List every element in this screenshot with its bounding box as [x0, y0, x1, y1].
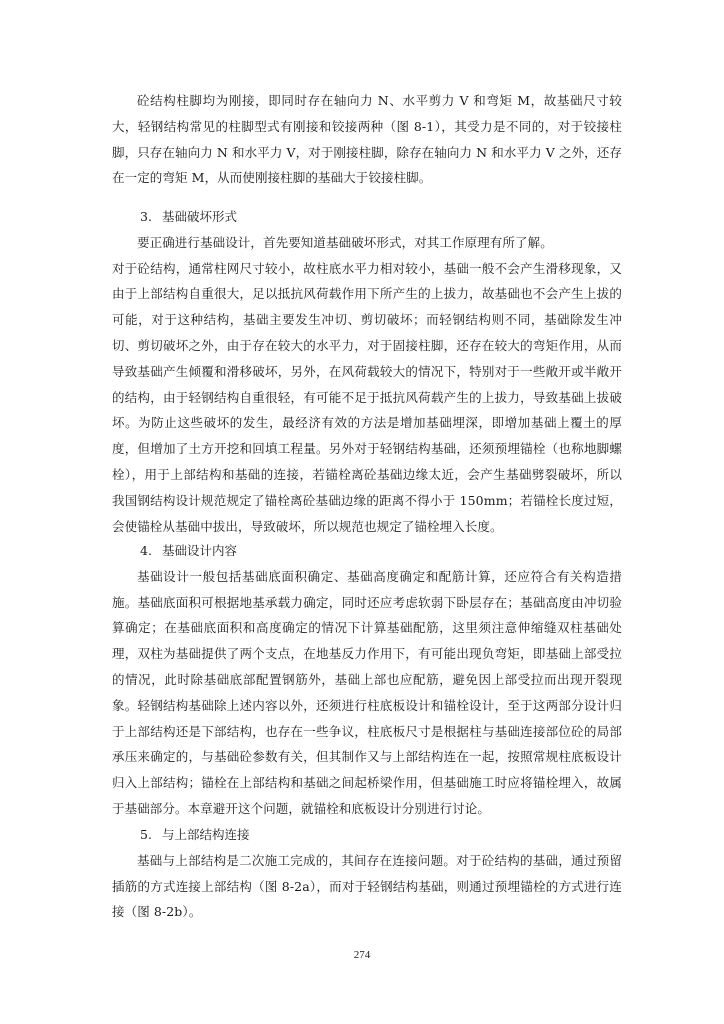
intro-block: [112, 88, 622, 191]
section-3: [112, 204, 622, 539]
section-body-paragraph: 基础设计一般包括基础底面积确定、基础高度确定和配筋计算，还应符合有关构造措施。基础底面积可根据地基承载力确定，同时还应考虑软弱下卧层存在；基础高度由冲切验算确定；在基础底面积和高度确定的情况下计算基础配筋，这里须注意伸缩缝双柱基础处理，双柱为基础提供了两个支点，在地基反力作用下，有可能出现负弯矩，即基础上部受拉的情况，此时除基础底部配置钢筋外，基础上部也应配筋，避免因上部受拉而出现开裂现象。轻钢结构基础除上述内容以外，还须进行柱底板设计和锚栓设计，至于这两部分设计归于上部结构还是下部结构，也存在一些争议，柱底板尺寸是根据柱与基础连接部位砼的局部承压来确定的，与基础砼参数有关，但其制作又与上部结构连在一起，按照常规柱底板设计归入上部结构；锚栓在上部结构和基础之间起桥梁作用，但基础施工时应将锚栓埋入，故属于基础部分。本章避开这个问题，就锚栓和底板设计分别进行讨论。: [112, 568, 622, 816]
section-number: 3.: [140, 209, 152, 224]
section-heading: [112, 538, 622, 564]
section-lead-paragraph: 要正确进行基础设计，首先要知道基础破坏形式，对其工作原理有所了解。: [137, 234, 553, 250]
section-body-paragraph: 基础与上部结构是二次施工完成的，其间存在连接问题。对于砼结构的基础，通过预留插筋的方式连接上部结构（图 8-2a），而对于轻钢结构基础，则通过预埋锚栓的方式进行连接（图 8-2b）。: [112, 852, 622, 920]
intro-paragraph: 砼结构柱脚均为刚接，即同时存在轴向力 N、水平剪力 V 和弯矩 M，故基础尺寸较大，轻钢结构常见的柱脚型式有刚接和铰接两种（图 8-1），其受力是不同的，对于铰接柱脚，只存在轴向力 N 和水平力 V，对于刚接柱脚，除存在轴向力 N 和水平力 V 之外，还存在一定的弯矩 M，从而使刚接柱脚的基础大于铰接柱脚。: [112, 93, 622, 186]
section-number: 4.: [140, 543, 152, 558]
section-4: [112, 538, 622, 822]
section-number: 5.: [140, 827, 152, 842]
section-5: [112, 822, 622, 925]
section-title: 基础设计内容: [162, 543, 238, 558]
section-heading: [112, 822, 622, 848]
section-title: 基础破坏形式: [162, 209, 238, 224]
section-title: 与上部结构连接: [162, 827, 250, 842]
section-heading: [112, 204, 622, 230]
section-body-paragraph: 对于砼结构，通常柱网尺寸较小，故柱底水平力相对较小，基础一般不会产生滑移现象，又由于上部结构自重很大，足以抵抗风荷载作用下所产生的上拔力，故基础也不会产生上拔的可能，对于这种结构，基础主要发生冲切、剪切破坏；而轻钢结构则不同，基础除发生冲切、剪切破坏之外，由于存在较大的水平力，对于固接柱脚，还存在较大的弯矩作用，从而导致基础产生倾覆和滑移破坏，另外，在风荷载较大的情况下，特别对于一些敞开或半敞开的结构，由于轻钢结构自重很轻，有可能不足于抵抗风荷载产生的上拔力，导致基础上拔破坏。为防止这些破坏的发生，最经济有效的方法是增加基础埋深，即增加基础上覆土的厚度，但增加了土方开挖和回填工程量。另外对于轻钢结构基础，还须预埋锚栓（也称地脚螺栓），用于上部结构和基础的连接，若锚栓离砼基础边缘太近，会产生基础劈裂破坏，所以我国钢结构设计规范规定了锚栓离砼基础边缘的距离不得小于 150mm；若锚栓长度过短，会使锚栓从基础中拔出，导致破坏，所以规范也规定了锚栓埋入长度。: [112, 260, 622, 534]
page-number: 274: [353, 949, 371, 961]
